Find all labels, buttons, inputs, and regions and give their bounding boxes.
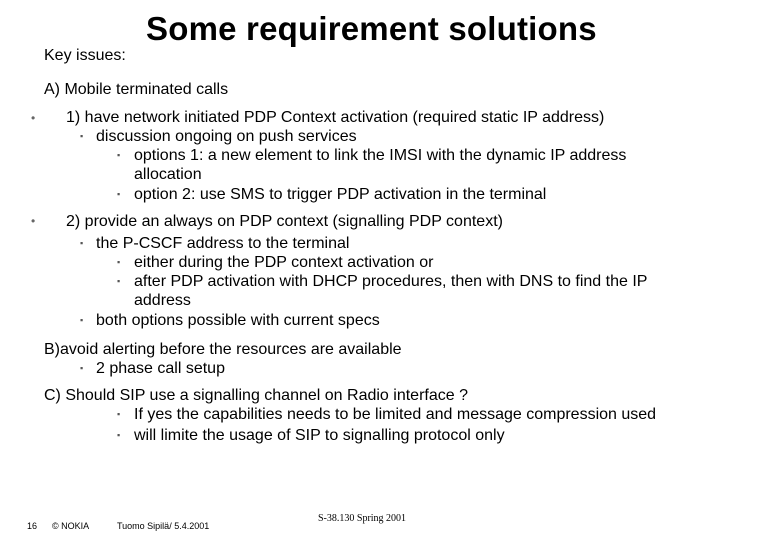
bullet-icon: ▪ [80,315,84,325]
item-a1-option1: options 1: a new element to link the IMSI with the dynamic IP address [134,147,627,164]
section-b-heading: B)avoid alerting before the resources are available [44,341,402,358]
item-a1: 1) have network initiated PDP Context activation (required static IP address) [66,109,605,126]
item-a2-option2: after PDP activation with DHCP procedures, then with DNS to find the IP [134,273,648,290]
copyright: © NOKIA [52,521,90,531]
bullet-icon: ▪ [117,257,121,267]
bullet-icon: ▪ [80,363,84,373]
section-c-sub2: will limite the usage of SIP to signalling protocol only [134,427,505,444]
section-b-sub: 2 phase call setup [96,360,225,377]
item-a1-sub: discussion ongoing on push services [96,128,357,145]
bullet-icon: ▪ [80,238,84,248]
item-a2-sub1: the P-CSCF address to the terminal [96,235,350,252]
bullet-icon: ▪ [117,189,121,199]
bullet-icon: ▪ [117,409,121,419]
item-a1-option1-cont: allocation [134,166,202,183]
section-a-heading: A) Mobile terminated calls [44,81,229,98]
page-title: Some requirement solutions [146,10,597,47]
item-a2: 2) provide an always on PDP context (signalling PDP context) [66,213,503,230]
item-a1-option2: option 2: use SMS to trigger PDP activation in the terminal [134,186,547,203]
bullet-icon: • [31,214,36,228]
bullet-icon: ▪ [80,131,84,141]
section-c-sub1: If yes the capabilities needs to be limited and message compression used [134,406,657,423]
section-c-heading: C) Should SIP use a signalling channel on Radio interface ? [44,387,468,404]
page-number: 16 [27,521,38,531]
bullet-icon: ▪ [117,430,121,440]
key-issues-label: Key issues: [44,47,126,64]
item-a2-option2-cont: address [134,292,191,309]
item-a2-sub2: both options possible with current specs [96,312,380,329]
footer-author: Tuomo Sipilä/ 5.4.2001 [117,521,210,531]
footer-course: S-38.130 Spring 2001 [318,513,407,524]
bullet-icon: • [31,111,36,125]
bullet-icon: ▪ [117,150,121,160]
bullet-icon: ▪ [117,276,121,286]
item-a2-option1: either during the PDP context activation or [134,254,434,271]
